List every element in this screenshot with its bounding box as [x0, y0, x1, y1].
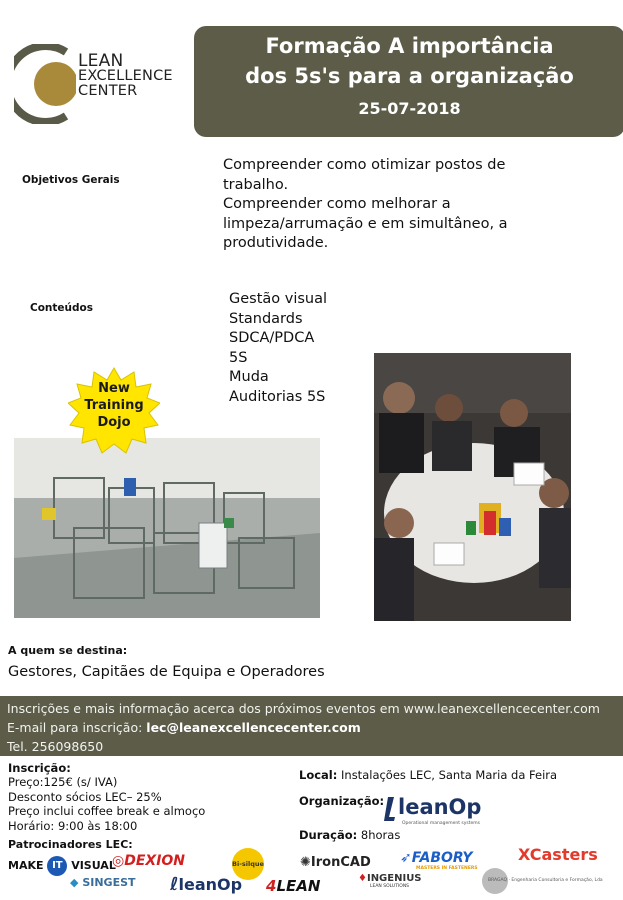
- registration-line: Preço inclui coffee break e almoço: [8, 804, 206, 819]
- dexion-text: DEXION: [124, 853, 186, 869]
- singest-mark-icon: ◆: [70, 876, 79, 889]
- objectives-line: produtividade.: [223, 235, 329, 251]
- contents-list: [229, 290, 327, 407]
- casters-x-icon: X: [518, 845, 530, 864]
- registration-line: Preço:125€ (s/ IVA): [8, 775, 118, 790]
- sponsor-dexion: [112, 853, 185, 869]
- logo-line-1: LEAN: [78, 51, 124, 71]
- duration-line: [299, 828, 400, 842]
- organization-label: Organização:: [299, 794, 385, 808]
- objectives-line: limpeza/arrumação e em simultâneo, a: [223, 215, 508, 232]
- fabory-text: FABORY: [411, 850, 473, 866]
- sponsor-ironcad: [300, 855, 371, 870]
- leanop-logo-text: leanOp: [398, 795, 482, 819]
- objectives-text: [223, 156, 508, 254]
- organization-line: [299, 794, 384, 808]
- contents-label: Conteúdos: [30, 302, 93, 314]
- dexion-mark-icon: ◎: [112, 853, 125, 869]
- leanop-organizer-logo: [380, 795, 500, 827]
- contents-item: Standards: [229, 310, 303, 327]
- lec-logo-mark-icon: [14, 44, 76, 124]
- sponsor-bisilque: Bi-silque: [232, 848, 264, 880]
- contents-item: Auditorias 5S: [229, 388, 326, 405]
- ingenius-text: INGENIUS: [366, 873, 422, 884]
- ironcad-text: IronCAD: [310, 855, 371, 870]
- info-bar: [0, 696, 623, 756]
- singest-text: SINGEST: [82, 876, 136, 889]
- objectives-line: Compreender como otimizar postos de: [223, 157, 506, 173]
- objectives-line: Compreender como melhorar a: [223, 196, 451, 212]
- location-label: Local:: [299, 768, 338, 782]
- four-lean-mark-icon: 4: [266, 877, 277, 895]
- location-line: [299, 768, 557, 782]
- new-training-dojo-badge: [68, 366, 160, 458]
- visual-text: VISUAL: [71, 859, 116, 872]
- location-value: Instalações LEC, Santa Maria da Feira: [337, 768, 558, 782]
- phone-number: Tel. 256098650: [7, 739, 104, 754]
- lean-excellence-center-logo: [14, 44, 199, 124]
- make-text: MAKE: [8, 859, 44, 872]
- badge-line-2: Training: [84, 398, 144, 413]
- audience-label: A quem se destina:: [8, 644, 128, 657]
- registration-label: Inscrição:: [8, 761, 71, 775]
- badge-line-3: Dojo: [97, 415, 131, 430]
- contents-item: Gestão visual: [229, 291, 328, 307]
- sponsors-label: Patrocinadores LEC:: [8, 838, 133, 851]
- contents-item: Muda: [229, 369, 269, 385]
- title-line-1: Formação A importância: [265, 34, 554, 58]
- logo-line-2: EXCELLENCE: [78, 68, 173, 84]
- duration-label: Duração:: [299, 828, 358, 842]
- objectives-line: trabalho.: [223, 176, 289, 193]
- ingenius-mark-icon: ♦: [358, 873, 367, 884]
- sponsor-make-it-visual: [8, 856, 116, 876]
- title-banner: [194, 26, 623, 137]
- it-circle-icon: IT: [47, 856, 67, 876]
- sponsor-leanop: [170, 874, 242, 895]
- objectives-label: Objetivos Gerais: [22, 174, 120, 186]
- audience-text: Gestores, Capitães de Equipa e Operadores: [8, 664, 325, 680]
- fabory-bird-icon: ➶: [400, 850, 412, 866]
- ingenius-sub: LEAN SOLUTIONS: [370, 884, 410, 889]
- ironcad-swirl-icon: ✺: [300, 855, 311, 870]
- contents-item: SDCA/PDCA: [229, 330, 315, 346]
- email-prefix: E-mail para inscrição:: [7, 720, 147, 735]
- workshop-photo: [374, 353, 571, 621]
- fabory-sub: MASTERS IN FASTENERS: [416, 866, 478, 871]
- registration-line: Desconto sócios LEC– 25%: [8, 789, 162, 804]
- leanop-small-mark-icon: ℓ: [170, 874, 179, 895]
- sponsor-singest: [70, 876, 136, 889]
- title-line-2: dos 5s's para a organização: [245, 64, 574, 88]
- info-line: Inscrições e mais informação acerca dos próximos eventos em www.leanexcellencecenter.com: [7, 701, 600, 716]
- logo-line-3: CENTER: [78, 83, 138, 99]
- event-date: 25-07-2018: [358, 99, 461, 118]
- training-dojo-photo: [14, 438, 320, 618]
- sponsor-4lean: [266, 877, 320, 895]
- registration-line: Horário: 9:00 às 18:00: [8, 818, 138, 833]
- sponsor-fabory: [400, 850, 478, 871]
- badge-line-1: New: [98, 381, 130, 396]
- sponsor-bragaq: BRAGAQ · Engenharia Consultoria e Formação, Lda: [488, 878, 603, 883]
- duration-value: 8horas: [357, 828, 401, 842]
- casters-text: Casters: [529, 845, 598, 864]
- four-lean-text: LEAN: [276, 877, 321, 895]
- sponsor-ingenius: [358, 873, 422, 889]
- sponsor-casters: [518, 845, 598, 864]
- contents-item: 5S: [229, 349, 248, 366]
- registration-block: [8, 761, 205, 833]
- leanop-logo-sub: Operational management systems: [402, 821, 481, 826]
- leanop-small-text: leanOp: [178, 875, 243, 894]
- email-link[interactable]: lec@leanexcellencecenter.com: [146, 720, 361, 735]
